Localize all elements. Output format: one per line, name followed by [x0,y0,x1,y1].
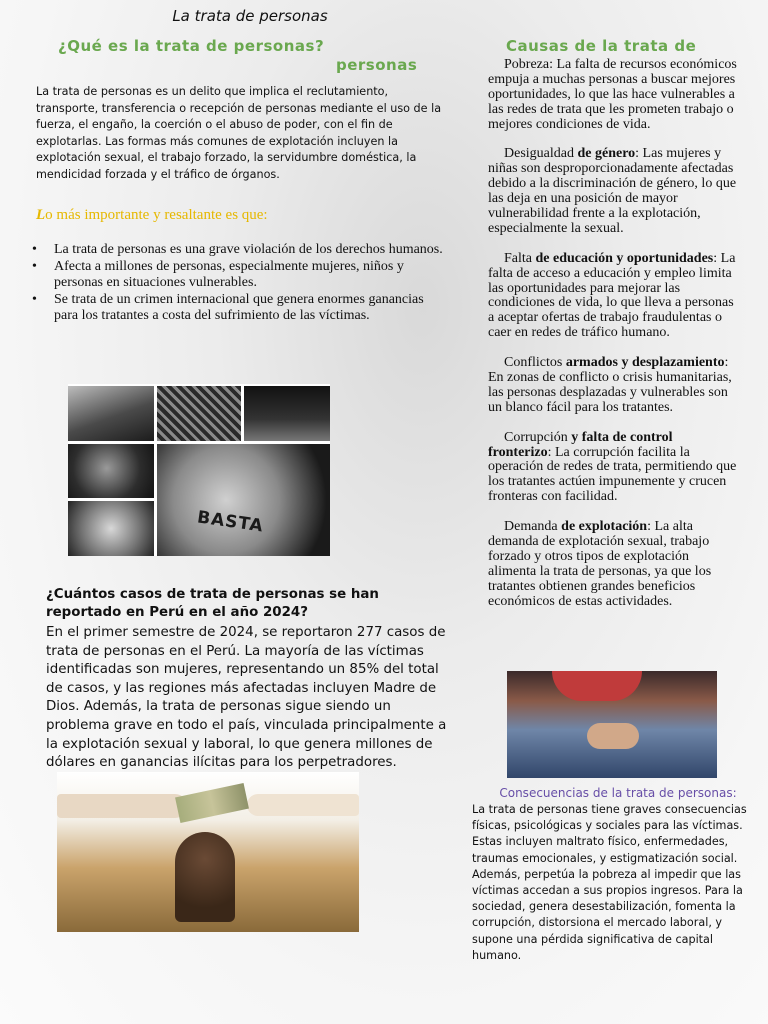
important-heading-text: o más importante y resaltante es que: [45,207,268,223]
cause-item: Falta de educación y oportunidades: La falta de acceso a educación y empleo limita las oportunidades para mejorar las condiciones de vida, lo que lleva a personas a aceptar ofertas de trabajo fraudulentas o caer en redes de tráfico humano. [488,250,736,341]
collage-photo-basta-hand [157,444,330,556]
collage-photo-covered-mouth [68,444,154,498]
key-point: • Afecta a millones de personas, especialmente mujeres, niños y personas en situaciones vulnerables. [30,259,450,292]
cause-item: Demanda de explotación: La alta demanda de explotación sexual, trabajo forzado y otros tipos de explotación alimenta la trata de personas, ya que los tratantes obtienen grandes beneficios económicos de estas actividades. [488,519,712,609]
consequences-paragraph: La trata de personas tiene graves consecuencias físicas, psicológicas y sociales para las víctimas. Estas incluyen maltrato físico, enfermedades, traumas emocionales, y estigmatización social. Además, perpetúa la pobreza al impedir que las víctimas accedan a sus propios ingresos. Para la sociedad, genera desestabilización, fomenta la corrupción, distorsiona el mercado laboral, y supone una pérdida significativa de capital humano. [472,803,747,962]
cause-item: Corrupción y falta de control fronterizo: La corrupción facilita la operación de redes de trata, permitiendo que los tratantes actúen impunemente y crucen fronteras con facilidad. [488,429,737,505]
cause-item: Conflictos armados y desplazamiento: En zonas de conflicto o crisis humanitarias, las personas desplazadas y vulnerables son un blanco fácil para los tratantes. [488,355,732,415]
cause-item: Pobreza: La falta de recursos económicos empuja a muchas personas a buscar mejores oportunidades, lo que las hace vulnerables a las redes de trata que les prometen trabajo o mejores condiciones de vida. [488,58,737,132]
what-is-heading-continued: personas [336,56,418,74]
what-is-heading: ¿Qué es la trata de personas? [58,37,325,55]
photo-banknotes [175,783,249,823]
collage-photo-chained-feet [244,386,330,441]
collage-photo-bound-hands [68,501,154,556]
important-heading [36,207,456,224]
photo-clasped-hands [587,723,639,749]
key-point: • Se trata de un crimen internacional que genera enormes ganancias para los tratantes a costa del sufrimiento de las víctimas. [30,292,450,325]
photo-collage [68,384,330,556]
photo-victim-figure [175,832,235,922]
causes-heading: Causas de la trata de [506,37,697,55]
important-drop-letter: L [36,207,46,223]
key-points-list [30,242,450,325]
cause-item: Desigualdad de género: Las mujeres y niñas son desproporcionadamente afectadas debido a la discriminación de género, lo que las deja en una posición de mayor vulnerabilidad frente a la explotación, especialmente la sexual. [488,146,737,236]
page-title: La trata de personas [172,7,328,25]
key-point: • La trata de personas es una grave violación de los derechos humanos. [30,242,450,259]
photo-hand-right [247,794,359,816]
money-exchange-photo [57,772,359,932]
basta-sign-text: BASTA [195,507,265,537]
cases-answer: En el primer semestre de 2024, se reportaron 277 casos de trata de personas en el Perú. La mayoría de las víctimas identificadas son mujeres, representando un 85% del total de casos, y las regiones más afectadas incluyen Madre de Dios. Además, la trata de personas sigue siendo un problema grave en todo el país, vinculada principalmente a la explotación sexual y laboral, lo que genera millones de dólares en ganancias ilícitas para los perpetradores. [46,625,447,771]
collage-photo-fence [157,386,241,441]
photo-red-shirt [552,671,642,701]
photo-hand-left [57,794,187,818]
cases-question: ¿Cuántos casos de trata de personas se han reportado en Perú en el año 2024? [46,587,379,620]
causes-list [488,58,738,663]
collage-photo-legs [68,386,154,441]
seated-girls-photo [507,671,717,778]
intro-paragraph: La trata de personas es un delito que implica el reclutamiento, transporte, transferencia o recepción de personas mediante el uso de la fuerza, el engaño, la coerción o el abuso de poder, con el fin de explotarlas. Las formas más comunes de explotación incluyen la explotación sexual, el trabajo forzado, la servidumbre doméstica, la mendicidad forzada y el tráfico de órganos. [36,85,442,181]
consequences-heading: Consecuencias de la trata de personas: [499,786,737,800]
